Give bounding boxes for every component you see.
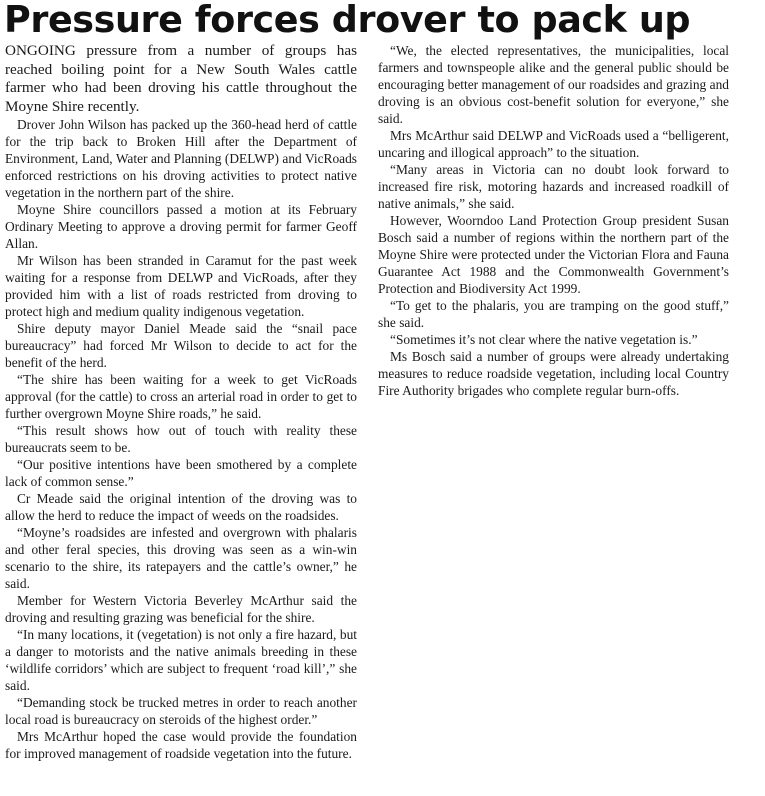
article-paragraph: “We, the elected representatives, the municipalities, local farmers and townspeople alike and the general public should be encouraging better management of our roadsides and grazing and droving is an obvious cost-benefit solution for everyone,” she said. <box>378 43 729 126</box>
article-paragraph: Mrs McArthur said DELWP and VicRoads used a “belligerent, uncaring and illogical approach” to the situation. <box>378 128 729 160</box>
article-paragraph: Member for Western Victoria Beverley McArthur said the droving and resulting grazing was beneficial for the shire. <box>5 593 357 625</box>
article-headline: Pressure forces drover to pack up <box>4 0 691 41</box>
article-paragraph: Ms Bosch said a number of groups were already undertaking measures to reduce roadside vegetation, including local Country Fire Authority brigades who complete regular burn-offs. <box>378 349 729 398</box>
article-column-right <box>378 42 729 399</box>
article-paragraph: “Our positive intentions have been smothered by a complete lack of common sense.” <box>5 457 357 489</box>
article-paragraph: “This result shows how out of touch with reality these bureaucrats seem to be. <box>5 423 357 455</box>
article-paragraph: Mrs McArthur hoped the case would provide the foundation for improved management of roadside vegetation into the future. <box>5 729 357 761</box>
article-paragraph: “Sometimes it’s not clear where the native vegetation is.” <box>390 332 698 347</box>
article-paragraph: “Many areas in Victoria can no doubt look forward to increased fire risk, motoring hazards and increased roadkill of native animals,” she said. <box>378 162 729 211</box>
article-paragraph: “Demanding stock be trucked metres in order to reach another local road is bureaucracy on steroids of the highest order.” <box>5 695 357 727</box>
article-paragraph: “Moyne’s roadsides are infested and overgrown with phalaris and other feral species, this droving was seen as a win-win scenario to the shire, its ratepayers and the cattle’s owner,” he said. <box>5 525 357 591</box>
article-paragraph: ONGOING pressure from a number of groups has reached boiling point for a New South Wales cattle farmer who had been droving his cattle throughout the Moyne Shire recently. <box>5 42 357 115</box>
article-paragraph: However, Woorndoo Land Protection Group president Susan Bosch said a number of regions within the northern part of the Moyne Shire were protected under the Victorian Flora and Fauna Guarantee Act 1988 and the Commonwealth Government’s Protection and Biodiversity Act 1999. <box>378 213 729 296</box>
article-paragraph: Mr Wilson has been stranded in Caramut for the past week waiting for a response from DELWP and VicRoads, after they provided him with a list of roads restricted from droving to protect high and medium quality indigenous vegetation. <box>5 253 357 319</box>
article-paragraph: “The shire has been waiting for a week to get VicRoads approval (for the cattle) to cross an arterial road in order to get to further overgrown Moyne Shire roads,” he said. <box>5 372 357 421</box>
article-paragraph: “In many locations, it (vegetation) is not only a fire hazard, but a danger to motorists and the native animals breeding in these ‘wildlife corridors’ which are subject to frequent ‘road kill’,” she said. <box>5 627 357 693</box>
article-paragraph: Cr Meade said the original intention of the droving was to allow the herd to reduce the impact of weeds on the roadsides. <box>5 491 357 523</box>
article-paragraph: Drover John Wilson has packed up the 360-head herd of cattle for the trip back to Broken Hill after the Department of Environment, Land, Water and Planning (DELWP) and VicRoads enforced restrictions on his droving activities to protect native vegetation in the northern part of the shire. <box>5 117 357 200</box>
article-paragraph: “To get to the phalaris, you are tramping on the good stuff,” she said. <box>378 298 729 330</box>
article-paragraph: Moyne Shire councillors passed a motion at its February Ordinary Meeting to approve a droving permit for farmer Geoff Allan. <box>5 202 357 251</box>
article-column-left <box>5 42 357 762</box>
article-paragraph: Shire deputy mayor Daniel Meade said the “snail pace bureaucracy” had forced Mr Wilson to decide to act for the benefit of the herd. <box>5 321 357 370</box>
